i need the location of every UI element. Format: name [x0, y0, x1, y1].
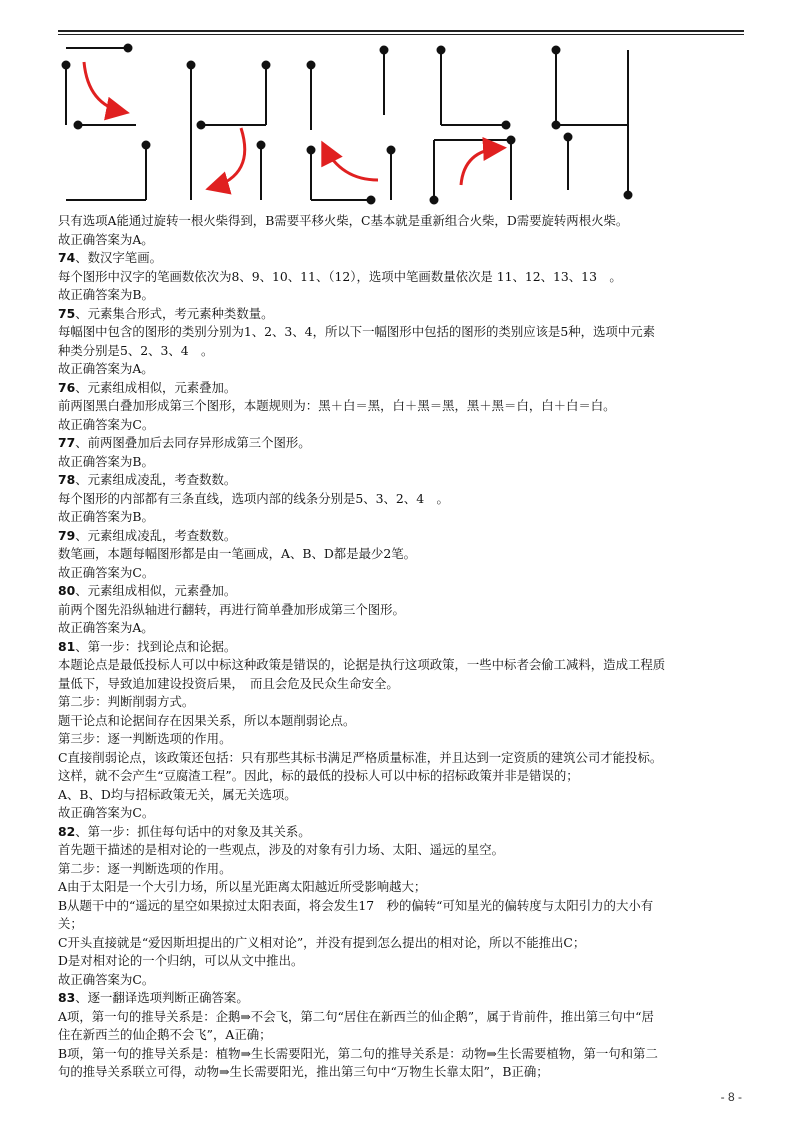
text-line	[58, 564, 748, 583]
text-line	[58, 1045, 748, 1064]
text-line	[58, 897, 748, 916]
question-number: 76	[58, 379, 76, 395]
text-line	[58, 231, 748, 250]
text-line	[58, 268, 748, 287]
line-text: 故正确答案为B。	[58, 509, 154, 524]
question-number: 75	[58, 305, 76, 321]
line-text: 故正确答案为A。	[58, 620, 154, 635]
text-line	[58, 1026, 748, 1045]
line-text: 故正确答案为B。	[58, 287, 154, 302]
line-text: 只有选项A能通过旋转一根火柴得到，B需要平移火柴，C基本就是重新组合火柴，D需要旋转两根火柴。	[58, 213, 629, 228]
line-text: 、元素组成相似，元素叠加。	[75, 583, 237, 598]
text-line	[58, 786, 748, 805]
text-line	[58, 545, 748, 564]
text-line	[58, 693, 748, 712]
question-heading	[58, 582, 748, 601]
line-text: 每个图形的内部都有三条直线，选项内部的线条分别是5、3、2、4 。	[58, 490, 449, 506]
text-line	[58, 397, 748, 416]
line-text: 故正确答案为C。	[58, 416, 155, 432]
text-line	[58, 712, 748, 731]
text-line	[58, 601, 748, 620]
text-line	[58, 1008, 748, 1027]
line-text: D是对相对论的一个归纳，可以从文中推出。	[58, 953, 304, 968]
question-heading	[58, 638, 748, 657]
page-number: - 8 -	[720, 1090, 742, 1104]
question-number: 77	[58, 435, 76, 450]
line-text: B项，第一句的推导关系是：植物⇒生长需要阳光，第二句的推导关系是：动物⇒生长需要植物，第一句和第二	[58, 1045, 658, 1061]
line-text: 前两个图先沿纵轴进行翻转，再进行简单叠加形成第三个图形。	[58, 601, 405, 617]
line-text: 、元素组成凌乱，考查数数。	[75, 472, 237, 487]
question-heading	[58, 379, 748, 398]
question-heading	[58, 305, 748, 324]
question-number: 82	[58, 823, 76, 839]
line-text: 关；	[58, 916, 83, 931]
text-line	[58, 360, 748, 379]
text-line	[58, 934, 748, 953]
line-text: 故正确答案为B。	[58, 453, 154, 469]
line-text: 住在新西兰的仙企鹅不会飞”，A正确；	[58, 1027, 272, 1042]
text-line	[58, 730, 748, 749]
question-heading	[58, 434, 748, 453]
matchstick-figure	[56, 40, 656, 215]
text-line	[58, 860, 748, 879]
line-text: 每个图形中汉字的笔画数依次为8、9、10、11、（12），选项中笔画数量依次是 11、12、13、13 。	[58, 268, 622, 284]
text-line	[58, 878, 748, 897]
line-text: 句的推导关系联立可得，动物⇒生长需要阳光，推出第三句中“万物生长靠太阳”，B正确；	[58, 1064, 549, 1079]
question-number: 79	[58, 527, 76, 543]
line-text: 故正确答案为C。	[58, 564, 155, 580]
question-number: 83	[58, 990, 76, 1005]
question-heading	[58, 823, 748, 842]
text-line	[58, 915, 748, 934]
question-heading	[58, 249, 748, 268]
question-number: 78	[58, 472, 76, 487]
text-line	[58, 490, 748, 509]
text-line	[58, 416, 748, 435]
question-number: 80	[58, 583, 76, 598]
line-text: 本题论点是最低投标人可以中标这种政策是错误的，论据是执行这项政策，一些中标者会偷工减料，造成工程质	[58, 657, 666, 672]
line-text: 量低下，导致追加建设投资后果， 而且会危及民众生命安全。	[58, 675, 399, 691]
line-text: C直接削弱论点，该政策还包括：只有那些其标书满足严格质量标准，并且达到一定资质的建筑公司才能投标。	[58, 749, 663, 765]
question-heading	[58, 989, 748, 1008]
question-heading	[58, 527, 748, 546]
line-text: 、第一步：抓住每句话中的对象及其关系。	[75, 823, 311, 839]
line-text: 前两图黑白叠加形成第三个图形，本题规则为：黑＋白＝黑，白＋黑＝黑，黑＋黑＝白，白＋白＝白。	[58, 398, 616, 413]
line-text: B从题干中的“遥远的星空如果掠过太阳表面，将会发生17 秒的偏转“可知星光的偏转度与太阳引力的大小有	[58, 897, 654, 913]
line-text: 这样，就不会产生“豆腐渣工程”。因此，标的最低的投标人可以中标的招标政策并非是错误的；	[58, 768, 579, 783]
text-line	[58, 342, 748, 361]
header-rule	[58, 30, 744, 32]
question-heading	[58, 471, 748, 490]
line-text: 、数汉字笔画。	[75, 250, 162, 265]
line-text: 第二步：逐一判断选项的作用。	[58, 860, 232, 876]
text-line	[58, 453, 748, 472]
question-number: 74	[58, 250, 76, 265]
line-text: 每幅图中包含的图形的类别分别为1、2、3、4，所以下一幅图形中包括的图形的类别应该是5种，选项中元素	[58, 324, 655, 339]
text-line	[58, 323, 748, 342]
text-line	[58, 767, 748, 786]
line-text: A项，第一句的推导关系是：企鹅⇒不会飞，第二句“居住在新西兰的仙企鹅”，属于肯前件，推出第三句中“居	[58, 1008, 654, 1024]
line-text: 、元素组成相似，元素叠加。	[75, 379, 237, 395]
line-text: 题干论点和论据间存在因果关系，所以本题削弱论点。	[58, 712, 356, 728]
text-line	[58, 841, 748, 860]
text-line	[58, 804, 748, 823]
line-text: 首先题干描述的是相对论的一些观点，涉及的对象有引力场、太阳、遥远的星空。	[58, 842, 505, 857]
header-rule-thin	[58, 34, 744, 35]
line-text: A由于太阳是一个大引力场，所以星光距离太阳越近所受影响越大；	[58, 879, 427, 894]
line-text: 、逐一翻译选项判断正确答案。	[75, 990, 249, 1005]
line-text: A、B、D均与招标政策无关，属无关选项。	[58, 786, 297, 802]
text-line	[58, 1063, 748, 1082]
text-line	[58, 749, 748, 768]
text-line	[58, 971, 748, 990]
line-text: 故正确答案为A。	[58, 361, 154, 376]
line-text: 第二步：判断削弱方式。	[58, 694, 195, 709]
line-text: 、第一步：找到论点和论据。	[75, 638, 237, 654]
line-text: 故正确答案为C。	[58, 971, 155, 987]
line-text: 、元素集合形式，考元素种类数量。	[75, 305, 274, 321]
text-line	[58, 619, 748, 638]
text-line	[58, 952, 748, 971]
line-text: 、元素组成凌乱，考查数数。	[75, 527, 237, 543]
line-text: 故正确答案为A。	[58, 231, 154, 247]
line-text: 故正确答案为C。	[58, 805, 155, 820]
line-text: 、前两图叠加后去同存异形成第三个图形。	[75, 435, 311, 450]
text-line	[58, 508, 748, 527]
text-line	[58, 656, 748, 675]
text-line	[58, 286, 748, 305]
text-line	[58, 675, 748, 694]
line-text: C开头直接就是“爱因斯坦提出的广义相对论”，并没有提到怎么提出的相对论，所以不能推出C；	[58, 934, 586, 950]
line-text: 种类分别是5、2、3、4 。	[58, 342, 214, 358]
line-text: 数笔画，本题每幅图形都是由一笔画成，A、B、D都是最少2笔。	[58, 546, 417, 561]
line-text: 第三步：逐一判断选项的作用。	[58, 731, 232, 746]
text-line	[58, 212, 748, 231]
answer-explanations	[58, 212, 748, 1082]
question-number: 81	[58, 638, 76, 654]
